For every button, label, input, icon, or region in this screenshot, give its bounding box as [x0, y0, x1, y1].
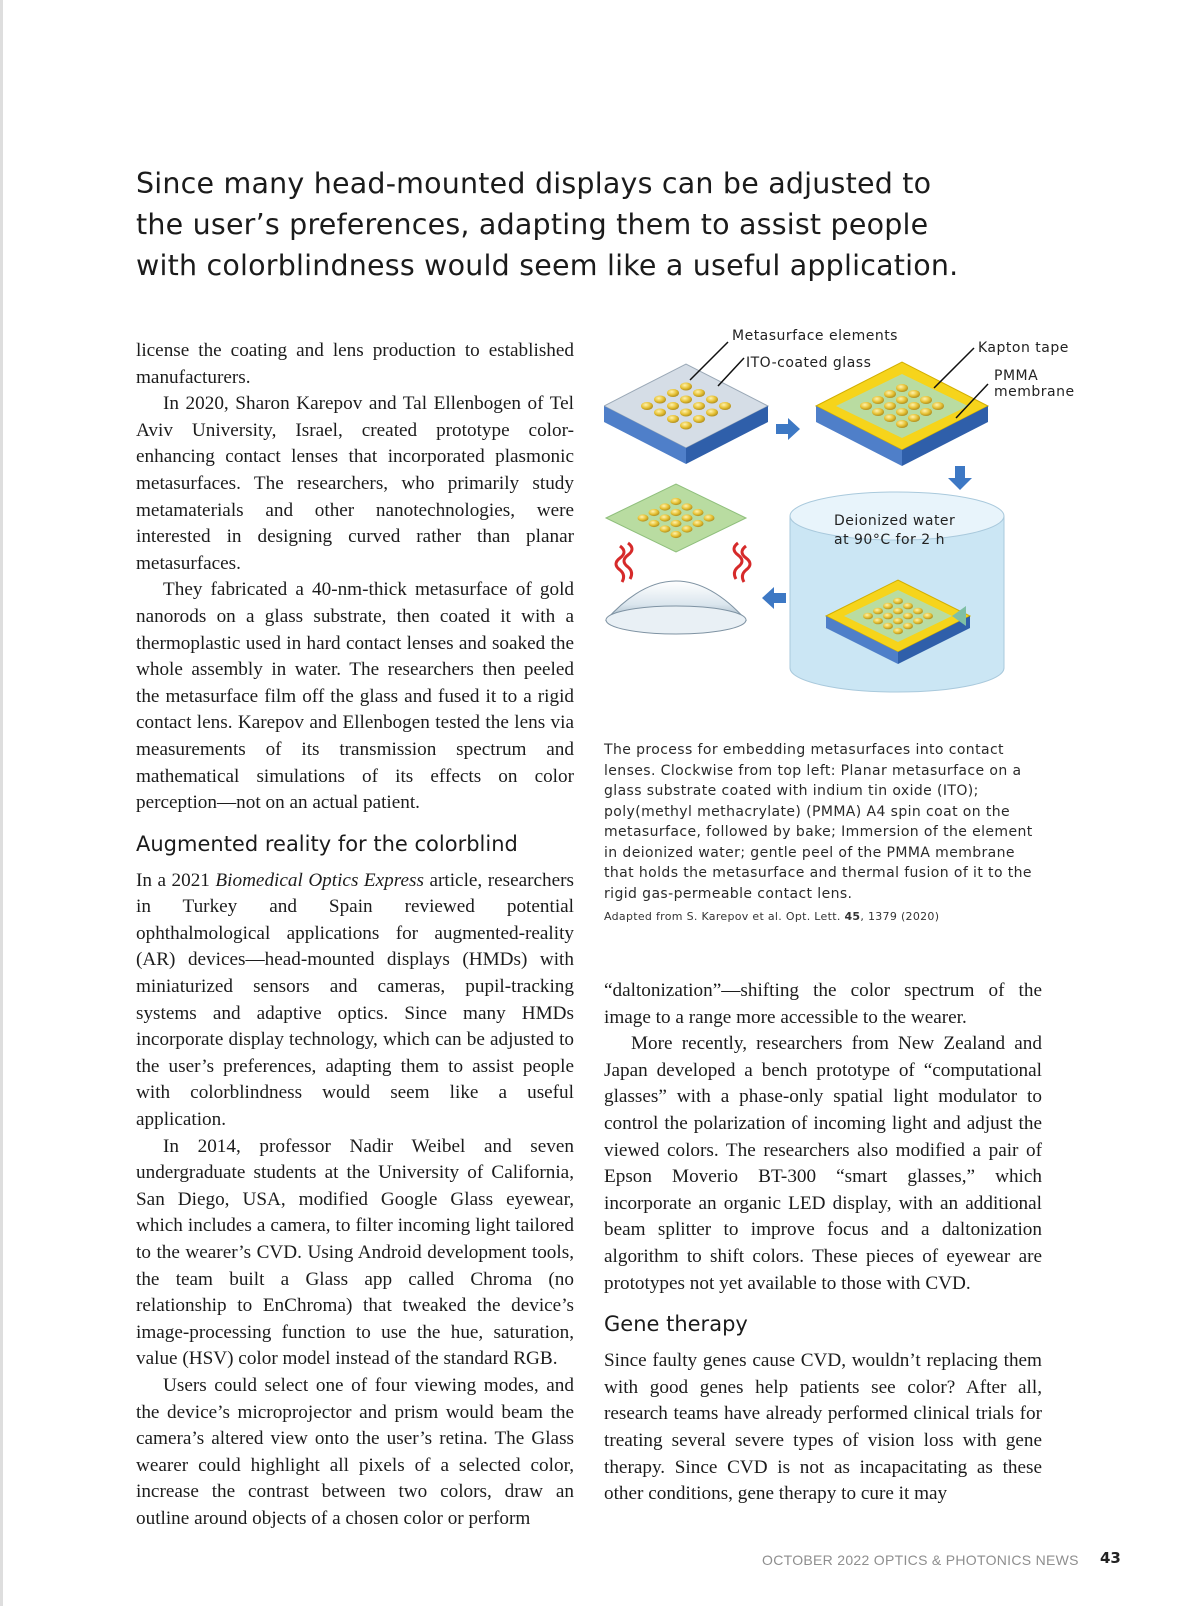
section-heading-ar: Augmented reality for the colorblind [136, 831, 518, 856]
gold-nanorod [693, 415, 705, 423]
gold-nanorod [671, 531, 682, 538]
gold-nanorod [693, 520, 704, 527]
paragraph: Users could select one of four viewing modes, and the device’s microprojector and prism would beam the camera’s altered view onto the user’s retina. The Glass wearer could highlight all pixels of a selected color, increase the contrast between two colors, draw an outline around objects of a chosen color or perform [136, 1374, 574, 1529]
gold-nanorod [913, 618, 923, 625]
arrow-right [776, 418, 800, 440]
credit-text: Adapted from S. Karepov et al. Opt. Lett. [604, 910, 845, 923]
gold-nanorod [883, 623, 893, 630]
running-footer: OCTOBER 2022 OPTICS & PHOTONICS NEWS [762, 1552, 1079, 1568]
gold-nanorod [660, 525, 671, 532]
paragraph: Since faulty genes cause CVD, wouldn’t replacing them with good genes help patients see color? After all, research teams have already performed clinical trials for treating several severe types of vision loss with gene therapy. Since CVD is not as incapacitating as these other conditions, gene therapy to cure it may [604, 1350, 1042, 1505]
heat-arrow-right [734, 543, 750, 582]
gold-nanorod [873, 608, 883, 615]
section-heading-gene: Gene therapy [604, 1312, 748, 1337]
gold-nanorod [641, 402, 653, 410]
gold-nanorod [680, 409, 692, 417]
gold-nanorod [649, 520, 660, 527]
credit-volume: 45 [844, 910, 861, 923]
paragraph: license the coating and lens production to established manufacturers. [136, 340, 574, 388]
gold-nanorod [893, 608, 903, 615]
figure-credit [604, 910, 939, 923]
gold-nanorod [893, 628, 903, 635]
process-figure [604, 328, 1094, 728]
figure-caption: The process for embedding metasurfaces into contact lenses. Clockwise from top left: Planar metasurface on a glass substrate coated with indium tin oxide (ITO); poly(methyl methacrylate) (PMMA) A4 spin coat on the metasurface, followed by bake; Immersion of the element in deionized water; gentle peel of the PMMA membrane that holds the metasurface and thermal fusion of it to the rigid gas-permeable contact lens. [604, 742, 1033, 902]
paragraph: They fabricated a 40-nm-thick metasurface of gold nanorods on a glass substrate, then coated it with a thermoplastic used in hard contact lenses and soaked the whole assembly in water. The researchers then peeled the metasurface film off the glass and fused it to a rigid contact lens. Karepov and Ellenbogen tested the lens via measurements of its transmission spectrum and mathematical simulations of its effects on color perception—not on an actual patient. [136, 579, 574, 814]
heat-arrow-left [616, 543, 632, 582]
gold-nanorod [896, 384, 908, 392]
gold-nanorod [923, 613, 933, 620]
page-edge [0, 0, 3, 1606]
gold-nanorod [667, 402, 679, 410]
gold-nanorod [903, 613, 913, 620]
label-kapton: Kapton tape [978, 340, 1069, 356]
right-column [604, 978, 1042, 1508]
gold-nanorod [893, 598, 903, 605]
gold-nanorod [682, 525, 693, 532]
arrow-left [762, 587, 786, 609]
step-4-peeled-membrane [606, 484, 746, 552]
gold-nanorod [680, 383, 692, 391]
gold-nanorod [883, 613, 893, 620]
label-water-2: at 90°C for 2 h [834, 532, 945, 548]
gold-nanorod [896, 396, 908, 404]
gold-nanorod [872, 408, 884, 416]
pull-quote: Since many head-mounted displays can be adjusted to the user’s preferences, adapting them to assist people with colorblindness would seem like a useful application. [136, 167, 959, 282]
gold-nanorod [883, 603, 893, 610]
step-2-pmma-coated [816, 362, 988, 466]
contact-lens [606, 581, 746, 634]
gold-nanorod [893, 618, 903, 625]
gold-nanorod [671, 498, 682, 505]
journal-title: Biomedical Optics Express [215, 869, 424, 891]
gold-nanorod [680, 396, 692, 404]
gold-nanorod [908, 390, 920, 398]
gold-nanorod [863, 613, 873, 620]
paragraph: In 2020, Sharon Karepov and Tal Ellenbogen of Tel Aviv University, Israel, created prototype color-enhancing contact lenses that incorporated plasmonic metasurfaces. The researchers, who primarily study metamaterials and other nanotechnologies, were interested in designing curved rather than planar metasurfaces. [136, 393, 574, 574]
gold-nanorod [884, 390, 896, 398]
gold-nanorod [667, 389, 679, 397]
paragraph: “daltonization”—shifting the color spectrum of the image to a range more accessible to the wearer. [604, 980, 1042, 1028]
gold-nanorod [706, 409, 718, 417]
gold-nanorod [908, 402, 920, 410]
left-column [136, 338, 574, 1533]
page-number: 43 [1100, 1549, 1121, 1567]
gold-nanorod [873, 618, 883, 625]
label-pmma-1: PMMA [994, 368, 1039, 384]
label-metasurface: Metasurface elements [732, 328, 898, 344]
paragraph: In 2014, professor Nadir Weibel and seven undergraduate students at the University of California, San Diego, USA, modified Google Glass eyewear, which includes a camera, to filter incoming light tailored to the wearer’s CVD. Using Android development tools, the team built a Glass app called Chroma (no relationship to EnChroma) that tweaked the device’s image-processing function to use the hue, saturation, value (HSV) color model instead of the standard RGB. [136, 1135, 574, 1370]
text-run: In a 2021 [136, 869, 216, 891]
gold-nanorod [667, 415, 679, 423]
label-ito: ITO-coated glass [746, 355, 872, 371]
gold-nanorod [654, 396, 666, 404]
gold-nanorod [719, 402, 731, 410]
gold-nanorod [896, 420, 908, 428]
gold-nanorod [920, 396, 932, 404]
label-pmma-2: membrane [994, 384, 1075, 400]
water-beaker [790, 492, 1004, 692]
gold-nanorod [682, 514, 693, 521]
gold-nanorod [638, 514, 649, 521]
gold-nanorod [884, 402, 896, 410]
credit-text: , 1379 (2020) [860, 910, 940, 923]
gold-nanorod [704, 514, 715, 521]
gold-nanorod [896, 408, 908, 416]
gold-nanorod [860, 402, 872, 410]
gold-nanorod [693, 402, 705, 410]
gold-nanorod [903, 603, 913, 610]
gold-nanorod [913, 608, 923, 615]
text-run: article, researchers in Turkey and Spain reviewed potential ophthalmological applications for augmented-reality (AR) devices—head-mounted displays (HMDs) with miniaturized sensors and cameras, pupil-tracking systems and adaptive optics. Since many HMDs incorporate display technology, which can be adjusted to the user’s preferences, adapting them to assist people with colorblindness would seem like a useful application. [136, 869, 575, 1131]
gold-nanorod [660, 514, 671, 521]
gold-nanorod [649, 509, 660, 516]
paragraph: More recently, researchers from New Zealand and Japan developed a bench prototype of “computational glasses” with a phase-only spatial light modulator to control the polarization of incoming light and adjust the viewed colors. The researchers also modified a pair of Epson Moverio BT-300 “smart glasses,” which incorporate an organic LED display, with an additional beam splitter to improve focus and a daltonization algorithm to shift colors. These pieces of eyewear are prototypes not yet available to those with CVD. [604, 1033, 1042, 1294]
gold-nanorod [903, 623, 913, 630]
gold-nanorod [680, 422, 692, 430]
gold-nanorod [671, 509, 682, 516]
arrow-down [948, 466, 972, 490]
gold-nanorod [660, 503, 671, 510]
gold-nanorod [920, 408, 932, 416]
paragraph [136, 868, 574, 1134]
gold-nanorod [884, 414, 896, 422]
gold-nanorod [671, 520, 682, 527]
gold-nanorod [706, 396, 718, 404]
gold-nanorod [693, 389, 705, 397]
gold-nanorod [872, 396, 884, 404]
step-1-ito-glass [604, 364, 768, 464]
gold-nanorod [908, 414, 920, 422]
gold-nanorod [682, 503, 693, 510]
label-water-1: Deionized water [834, 513, 956, 529]
gold-nanorod [932, 402, 944, 410]
gold-nanorod [693, 509, 704, 516]
gold-nanorod [654, 409, 666, 417]
